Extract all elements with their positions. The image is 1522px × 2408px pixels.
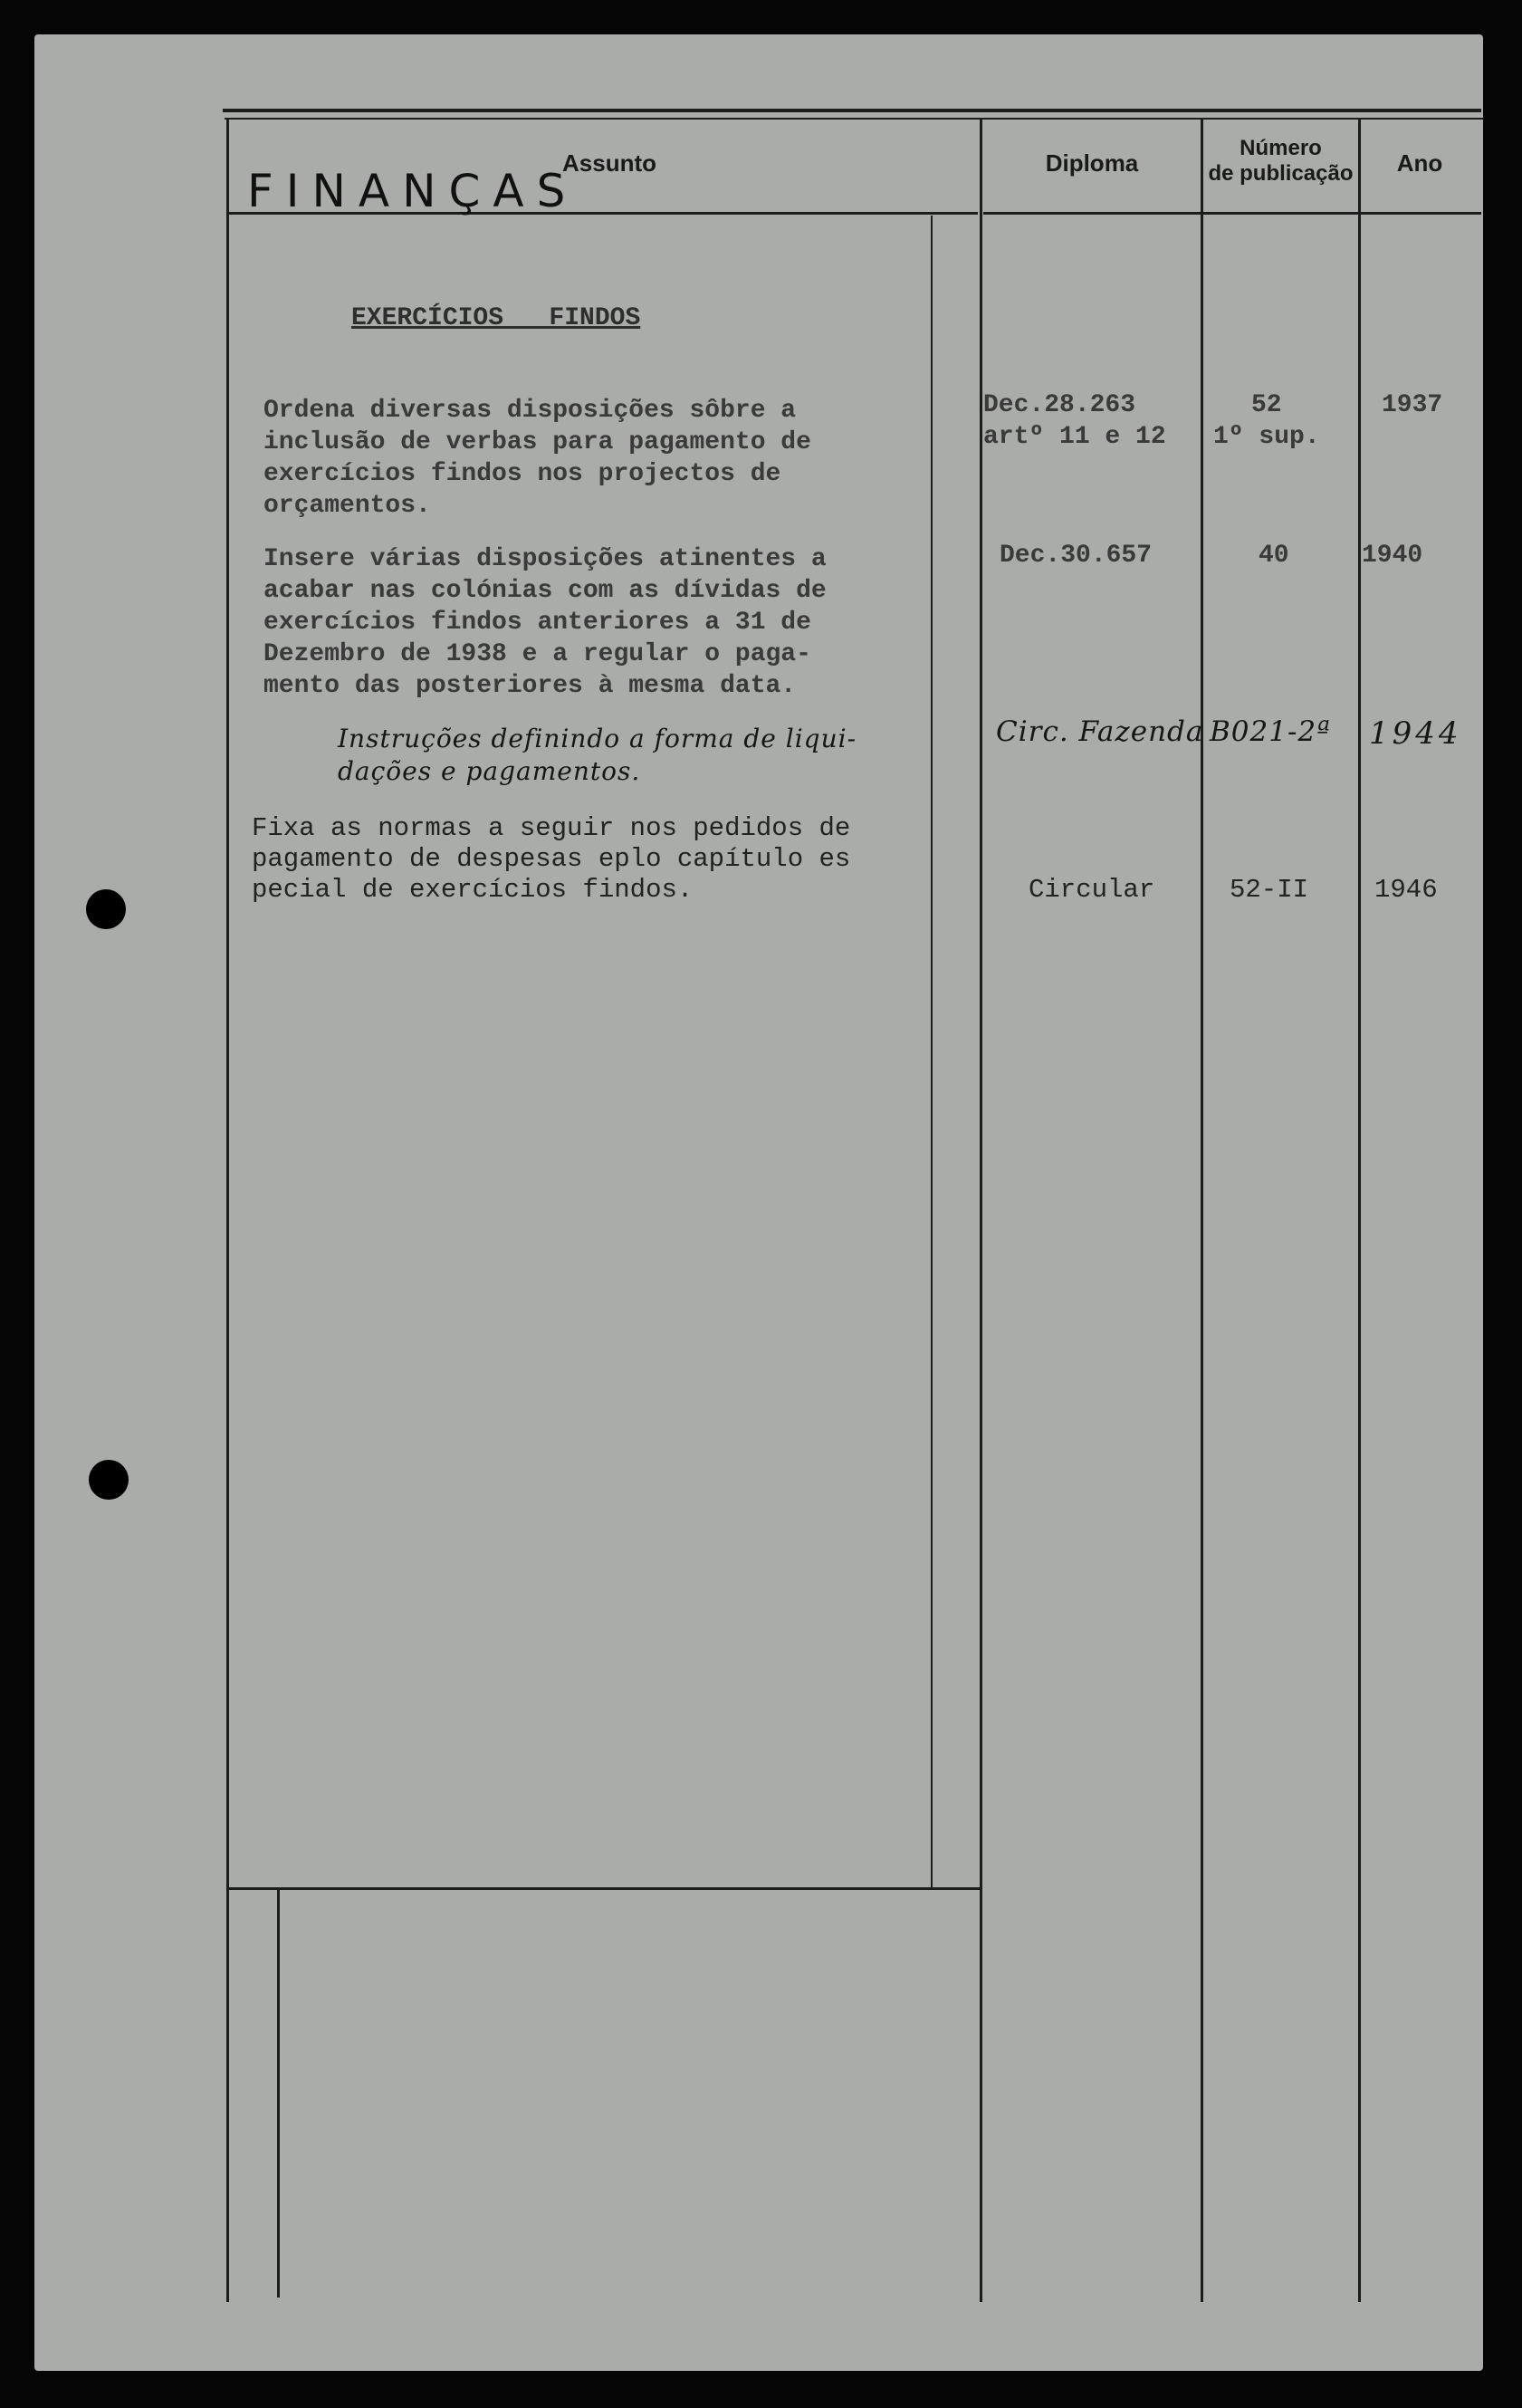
entry-2-diploma: Dec.30.657 [1000,542,1153,570]
header-numero-line2: de publicação [1208,160,1354,186]
lower-section-rule [229,1887,981,1890]
top-rule [223,109,1481,112]
diploma-divider [1201,118,1203,2302]
entry-4-diploma: Circular [1029,875,1155,905]
entry-1-diploma: Dec.28.263 artº 11 e 12 [983,391,1166,451]
entry-3-diploma: Circ. Fazenda [996,715,1204,748]
entry-2-ano: 1940 [1362,542,1423,570]
entry-1-numero: 52 1º sup. [1213,391,1320,451]
entry-1-subject: Ordena diversas disposições sôbre a inclusão de verbas para pagamento de exercícios findos nos projectos de orçamentos. [263,397,811,520]
header-numero [1203,136,1358,186]
entry-4-ano: 1946 [1374,875,1438,905]
left-border [226,118,229,2302]
entry-2-subject: Insere várias disposições atinentes a acabar nas colónias com as dívidas de exercícios findos anteriores a 31 de Dezembro de 1938 e a regular o paga- mento das posteriores à mesma data. [263,545,827,700]
header-bottom-rule-right [983,212,1481,215]
entry-2-numero: 40 [1259,542,1289,570]
header-assunto: Assunto [562,149,656,177]
header-numero-line1: Número [1240,136,1322,160]
entry-4-numero: 52-II [1230,875,1309,905]
header-ano: Ano [1396,149,1443,177]
index-card [34,34,1483,2371]
top-rule-thin [225,118,1483,120]
category-label: FINANÇAS [247,165,579,217]
inner-margin-line [931,216,933,1889]
section-title: EXERCÍCIOS FINDOS [351,304,641,332]
subject-divider [980,118,982,2302]
entry-3-numero: B021-2ª [1210,715,1331,748]
punch-hole-upper [86,889,126,929]
entry-1-ano: 1937 [1382,391,1443,419]
entry-4-subject: Fixa as normas a seguir nos pedidos de pagamento de despesas eplo capítulo es pecial de exercícios findos. [252,813,851,905]
entry-3-subject: Instruções definindo a forma de liqui- dações e pagamentos. [338,724,857,786]
punch-hole-lower [89,1460,129,1500]
numero-divider [1358,118,1361,2302]
lower-left-line [277,1890,280,2298]
header-diploma: Diploma [1045,149,1139,177]
entry-3-ano: 1944 [1369,715,1462,752]
